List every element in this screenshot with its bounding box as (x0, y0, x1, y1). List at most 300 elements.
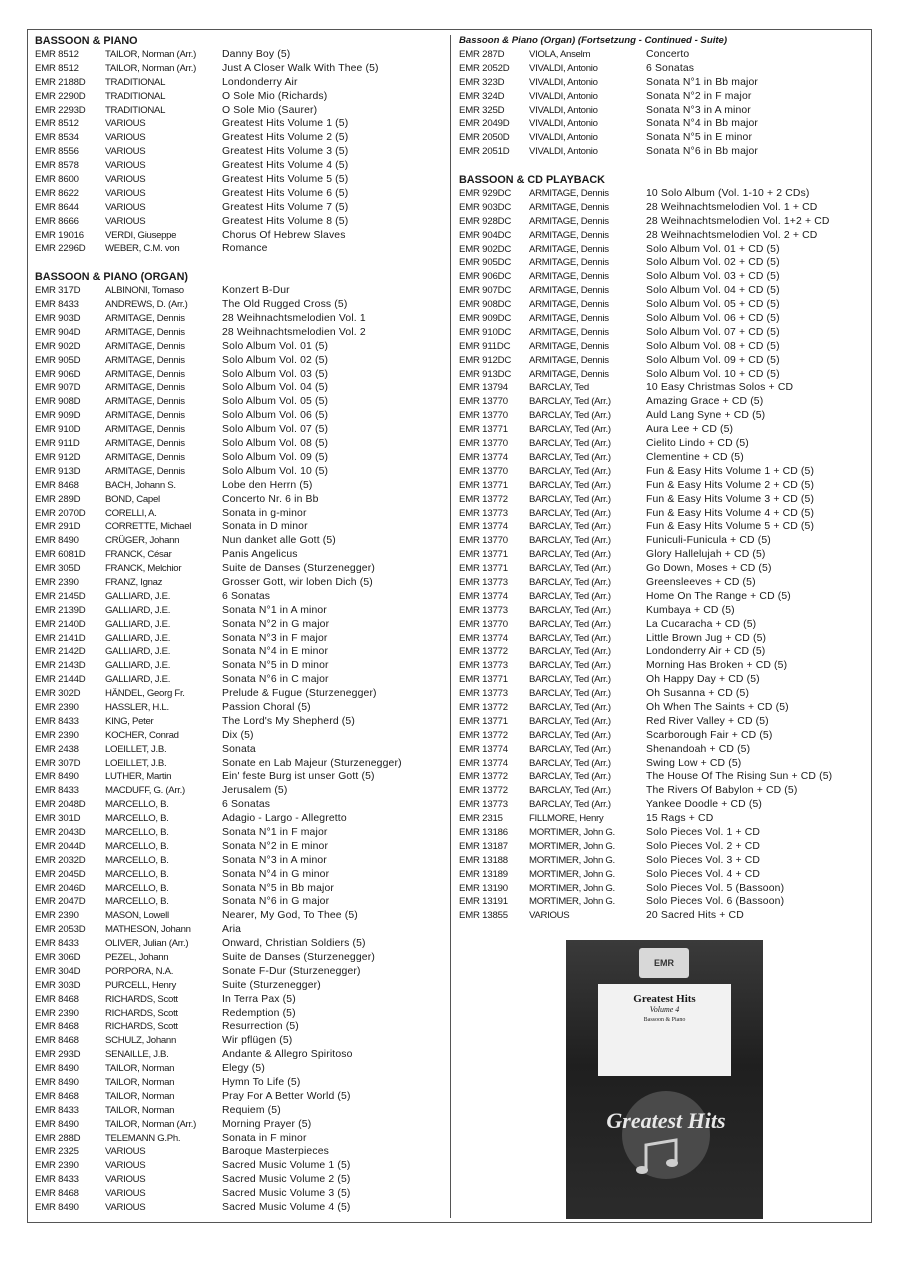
composer: MARCELLO, B. (105, 868, 169, 880)
catalog-number: EMR 8433 (35, 785, 79, 797)
cover-label-panel (598, 984, 731, 1076)
catalog-row (35, 534, 443, 548)
catalog-row (35, 159, 443, 173)
catalog-row (35, 520, 443, 534)
catalog-number: EMR 13771 (459, 563, 508, 575)
catalog-number: EMR 13771 (459, 479, 508, 491)
catalog-row (459, 632, 867, 646)
composer: ARMITAGE, Dennis (105, 438, 185, 450)
composer: BARCLAY, Ted (Arr.) (529, 785, 611, 797)
catalog-number: EMR 902D (35, 340, 81, 352)
work-title: Scarborough Fair + CD (5) (646, 729, 773, 741)
catalog-number: EMR 13771 (459, 715, 508, 727)
work-title: Solo Pieces Vol. 6 (Bassoon) (646, 896, 785, 908)
catalog-row (459, 868, 867, 882)
catalog-number: EMR 2188D (35, 76, 86, 88)
catalog-number: EMR 8468 (35, 1090, 79, 1102)
catalog-number: EMR 293D (35, 1049, 81, 1061)
work-title: Sonata N°5 in E minor (646, 132, 753, 144)
composer: WEBER, C.M. von (105, 243, 180, 255)
catalog-row (35, 757, 443, 771)
catalog-number: EMR 302D (35, 688, 81, 700)
catalog-number: EMR 905DC (459, 257, 512, 269)
work-title: Solo Album Vol. 10 (5) (222, 465, 329, 477)
catalog-number: EMR 2390 (35, 1007, 79, 1019)
catalog-row (459, 62, 867, 76)
composer: BARCLAY, Ted (Arr.) (529, 757, 611, 769)
work-title: Morning Has Broken + CD (5) (646, 660, 788, 672)
catalog-number: EMR 913D (35, 465, 81, 477)
composer: ARMITAGE, Dennis (529, 354, 609, 366)
composer: ALBINONI, Tomaso (105, 285, 184, 297)
catalog-row (459, 757, 867, 771)
catalog-row (459, 909, 867, 923)
work-title: Amazing Grace + CD (5) (646, 396, 764, 408)
catalog-number: EMR 2070D (35, 507, 86, 519)
composer: TAILOR, Norman (105, 1063, 175, 1075)
catalog-row (459, 215, 867, 229)
composer: BARCLAY, Ted (Arr.) (529, 410, 611, 422)
composer: SENAILLE, J.B. (105, 1049, 169, 1061)
catalog-number: EMR 2390 (35, 910, 79, 922)
composer: BARCLAY, Ted (Arr.) (529, 604, 611, 616)
catalog-row (459, 201, 867, 215)
work-title: Greatest Hits Volume 6 (5) (222, 187, 349, 199)
catalog-row (35, 882, 443, 896)
catalog-row (35, 1090, 443, 1104)
catalog-row (459, 409, 867, 423)
catalog-row (35, 1076, 443, 1090)
catalog-number: EMR 13770 (459, 438, 508, 450)
work-title: Greatest Hits Volume 2 (5) (222, 132, 349, 144)
composer: ARMITAGE, Dennis (529, 313, 609, 325)
work-title: Oh When The Saints + CD (5) (646, 701, 789, 713)
catalog-row (35, 90, 443, 104)
work-title: Auld Lang Syne + CD (5) (646, 410, 766, 422)
catalog-number: EMR 13189 (459, 868, 508, 880)
catalog-number: EMR 8433 (35, 1104, 79, 1116)
work-title: Sonata N°2 in E minor (222, 840, 329, 852)
composer: PEZEL, Johann (105, 952, 169, 963)
catalog-row (35, 381, 443, 395)
composer: VIVALDI, Antonio (529, 104, 598, 116)
catalog-row (459, 368, 867, 382)
catalog-number: EMR 13773 (459, 604, 508, 616)
work-title: Londonderry Air (222, 76, 298, 88)
catalog-number: EMR 291D (35, 521, 81, 533)
catalog-row (459, 381, 867, 395)
work-title: Sonata (222, 743, 256, 755)
work-title: Kumbaya + CD (5) (646, 604, 735, 616)
catalog-number: EMR 13855 (459, 910, 508, 922)
catalog-number: EMR 13774 (459, 632, 508, 644)
catalog-number: EMR 2390 (35, 576, 79, 588)
catalog-number: EMR 2044D (35, 840, 86, 852)
catalog-row (459, 479, 867, 493)
composer: ARMITAGE, Dennis (105, 326, 185, 338)
composer: ARMITAGE, Dennis (529, 257, 609, 269)
cover-image (566, 940, 763, 1219)
composer: ARMITAGE, Dennis (529, 340, 609, 352)
work-title: Cielito Lindo + CD (5) (646, 438, 749, 450)
catalog-number: EMR 13773 (459, 688, 508, 700)
catalog-row (35, 298, 443, 312)
work-title: Sonata in g-minor (222, 507, 307, 519)
composer: ARMITAGE, Dennis (105, 465, 185, 477)
catalog-number: EMR 8490 (35, 1077, 79, 1089)
composer: MORTIMER, John G. (529, 896, 615, 908)
composer: BARCLAY, Ted (Arr.) (529, 632, 611, 644)
catalog-number: EMR 13773 (459, 660, 508, 672)
catalog-number: EMR 13774 (459, 590, 508, 602)
work-title: Greatest Hits Volume 3 (5) (222, 146, 349, 158)
work-title: 6 Sonatas (222, 590, 271, 602)
catalog-row (35, 284, 443, 298)
catalog-row (35, 618, 443, 632)
catalog-row (459, 548, 867, 562)
catalog-number: EMR 2139D (35, 604, 86, 616)
composer: VARIOUS (105, 118, 146, 130)
catalog-row (459, 256, 867, 270)
work-title: Sacred Music Volume 2 (5) (222, 1174, 351, 1186)
catalog-row (459, 743, 867, 757)
work-title: Solo Album Vol. 03 + CD (5) (646, 271, 780, 283)
composer: BARCLAY, Ted (Arr.) (529, 493, 611, 505)
catalog-number: EMR 19016 (35, 229, 84, 241)
work-title: Konzert B-Dur (222, 285, 290, 297)
composer: ARMITAGE, Dennis (105, 451, 185, 463)
catalog-number: EMR 8433 (35, 715, 79, 727)
work-title: Nun danket alle Gott (5) (222, 535, 336, 547)
work-title: Fun & Easy Hits Volume 3 + CD (5) (646, 493, 815, 505)
composer: OLIVER, Julian (Arr.) (105, 938, 189, 950)
catalog-number: EMR 8468 (35, 1188, 79, 1200)
catalog-row (35, 242, 443, 256)
catalog-number: EMR 301D (35, 813, 81, 825)
composer: TAILOR, Norman (Arr.) (105, 49, 197, 60)
work-title: Solo Pieces Vol. 4 + CD (646, 868, 761, 880)
work-title: Solo Album Vol. 05 (5) (222, 396, 329, 408)
work-title: Panis Angelicus (222, 549, 298, 561)
catalog-number: EMR 911DC (459, 340, 511, 352)
composer: ARMITAGE, Dennis (529, 201, 609, 213)
composer: BARCLAY, Ted (Arr.) (529, 715, 611, 727)
catalog-number: EMR 906D (35, 368, 81, 380)
work-title: Sonata N°3 in F major (222, 632, 328, 644)
catalog-number: EMR 911D (35, 438, 80, 450)
catalog-number: EMR 13774 (459, 743, 508, 755)
work-title: Sonata N°2 in F major (646, 90, 752, 102)
catalog-row (35, 131, 443, 145)
catalog-number: EMR 13188 (459, 854, 508, 866)
work-title: Home On The Range + CD (5) (646, 590, 791, 602)
composer: TRADITIONAL (105, 76, 166, 88)
catalog-number: EMR 910D (35, 424, 81, 436)
work-title: Fun & Easy Hits Volume 1 + CD (5) (646, 465, 815, 477)
work-title: Solo Pieces Vol. 1 + CD (646, 826, 761, 838)
work-title: Sonata N°3 in A minor (646, 104, 751, 116)
catalog-number: EMR 8512 (35, 118, 79, 130)
work-title: Suite (Sturzenegger) (222, 979, 321, 991)
composer: BARCLAY, Ted (Arr.) (529, 688, 611, 700)
catalog-row (35, 854, 443, 868)
work-title: 10 Easy Christmas Solos + CD (646, 382, 794, 394)
catalog-number: EMR 8556 (35, 146, 79, 158)
catalog-number: EMR 928DC (459, 215, 512, 227)
catalog-row (459, 798, 867, 812)
catalog-number: EMR 8512 (35, 62, 79, 74)
catalog-number: EMR 2145D (35, 590, 86, 602)
catalog-row (35, 923, 443, 937)
catalog-number: EMR 8666 (35, 215, 79, 227)
composer: LUTHER, Martin (105, 771, 172, 783)
work-title: Sonata in F minor (222, 1132, 307, 1144)
catalog-number: EMR 2047D (35, 896, 86, 908)
catalog-row (459, 326, 867, 340)
catalog-number: EMR 8578 (35, 160, 79, 172)
work-title: Solo Album Vol. 06 + CD (5) (646, 313, 780, 325)
work-title: Solo Pieces Vol. 3 + CD (646, 854, 761, 866)
composer: BACH, Johann S. (105, 479, 176, 491)
composer: BARCLAY, Ted (Arr.) (529, 535, 611, 547)
catalog-row (35, 340, 443, 354)
catalog-row (35, 576, 443, 590)
work-title: Solo Album Vol. 07 (5) (222, 424, 329, 436)
catalog-row (35, 951, 443, 965)
catalog-number: EMR 8433 (35, 1174, 79, 1186)
composer: ARMITAGE, Dennis (529, 299, 609, 311)
catalog-number: EMR 8490 (35, 1118, 79, 1130)
catalog-row (35, 1132, 443, 1146)
composer: LOEILLET, J.B. (105, 757, 167, 769)
catalog-number: EMR 2293D (35, 104, 86, 116)
composer: ARMITAGE, Dennis (105, 382, 185, 394)
catalog-number: EMR 2053D (35, 924, 86, 936)
catalog-number: EMR 13772 (459, 701, 508, 713)
work-title: Oh Susanna + CD (5) (646, 688, 750, 700)
catalog-number: EMR 13774 (459, 521, 508, 533)
catalog-number: EMR 2045D (35, 868, 86, 880)
catalog-row (459, 90, 867, 104)
catalog-row (459, 784, 867, 798)
composer: ARMITAGE, Dennis (529, 271, 609, 283)
catalog-row (459, 48, 867, 62)
catalog-number: EMR 305D (35, 563, 81, 575)
work-title: Greatest Hits Volume 7 (5) (222, 201, 349, 213)
catalog-row (35, 187, 443, 201)
catalog-row (459, 229, 867, 243)
work-title: Londonderry Air + CD (5) (646, 646, 766, 658)
work-title: 20 Sacred Hits + CD (646, 910, 744, 922)
work-title: The Lord's My Shepherd (5) (222, 715, 355, 727)
work-title: Danny Boy (5) (222, 49, 291, 60)
work-title: Grosser Gott, wir loben Dich (5) (222, 576, 373, 588)
work-title: Glory Hallelujah + CD (5) (646, 549, 766, 561)
work-title: Sonata N°1 in A minor (222, 604, 327, 616)
catalog-row (35, 62, 443, 76)
catalog-row (35, 590, 443, 604)
catalog-row (35, 1118, 443, 1132)
catalog-row (459, 826, 867, 840)
catalog-row (459, 590, 867, 604)
work-title: 15 Rags + CD (646, 813, 714, 825)
catalog-number: EMR 13770 (459, 410, 508, 422)
composer: VARIOUS (105, 174, 146, 186)
catalog-row (35, 798, 443, 812)
catalog-number: EMR 910DC (459, 326, 512, 338)
catalog-number: EMR 2438 (35, 743, 79, 755)
work-title: Solo Album Vol. 07 + CD (5) (646, 326, 780, 338)
catalog-row (35, 465, 443, 479)
catalog-number: EMR 8622 (35, 187, 79, 199)
work-title: Sonata N°6 in Bb major (646, 146, 758, 158)
composer: BOND, Capel (105, 493, 160, 505)
catalog-number: EMR 317D (35, 285, 81, 297)
catalog-number: EMR 8433 (35, 938, 79, 950)
work-title: Solo Album Vol. 05 + CD (5) (646, 299, 780, 311)
work-title: Concerto Nr. 6 in Bb (222, 493, 319, 505)
catalog-number: EMR 304D (35, 965, 81, 977)
catalog-row (459, 770, 867, 784)
catalog-number: EMR 2144D (35, 674, 86, 686)
catalog-row (35, 104, 443, 118)
catalog-row (459, 284, 867, 298)
composer: RICHARDS, Scott (105, 1021, 178, 1033)
left-column (35, 34, 443, 1215)
catalog-row (459, 451, 867, 465)
catalog-number: EMR 6081D (35, 549, 86, 561)
catalog-number: EMR 903D (35, 313, 81, 325)
catalog-number: EMR 8468 (35, 479, 79, 491)
composer: MORTIMER, John G. (529, 826, 615, 838)
composer: PORPORA, N.A. (105, 965, 174, 977)
composer: BARCLAY, Ted (Arr.) (529, 549, 611, 561)
catalog-row (35, 395, 443, 409)
catalog-row (35, 409, 443, 423)
catalog-row (459, 437, 867, 451)
work-title: Solo Album Vol. 09 + CD (5) (646, 354, 780, 366)
work-title: Solo Album Vol. 03 (5) (222, 368, 329, 380)
catalog-number: EMR 13187 (459, 840, 508, 852)
catalog-number: EMR 904D (35, 326, 81, 338)
work-title: Fun & Easy Hits Volume 4 + CD (5) (646, 507, 815, 519)
catalog-row (35, 659, 443, 673)
work-title: Sonata N°5 in Bb major (222, 882, 334, 894)
work-title: Solo Album Vol. 02 (5) (222, 354, 329, 366)
catalog-number: EMR 8490 (35, 1063, 79, 1075)
composer: VARIOUS (105, 132, 146, 144)
catalog-row (35, 548, 443, 562)
work-title: Clementine + CD (5) (646, 451, 744, 463)
work-title: Redemption (5) (222, 1007, 296, 1019)
cover-script-title: Greatest Hits (606, 1108, 726, 1133)
composer: FRANZ, Ignaz (105, 576, 163, 588)
catalog-row (459, 104, 867, 118)
cover-logo: EMR (639, 948, 689, 978)
composer: ARMITAGE, Dennis (529, 326, 609, 338)
work-title: Sacred Music Volume 4 (5) (222, 1202, 351, 1214)
work-title: The Old Rugged Cross (5) (222, 299, 348, 311)
cover-instrument: Bassoon & Piano (643, 1017, 686, 1023)
work-title: Greatest Hits Volume 4 (5) (222, 160, 349, 172)
composer: ARMITAGE, Dennis (529, 215, 609, 227)
composer: BARCLAY, Ted (529, 382, 589, 394)
composer: BARCLAY, Ted (Arr.) (529, 618, 611, 630)
work-title: Sonata N°1 in F major (222, 826, 328, 838)
catalog-number: EMR 2043D (35, 826, 86, 838)
catalog-number: EMR 13771 (459, 674, 508, 686)
catalog-row (459, 507, 867, 521)
work-title: Sacred Music Volume 3 (5) (222, 1188, 351, 1200)
composer: BARCLAY, Ted (Arr.) (529, 507, 611, 519)
composer: ARMITAGE, Dennis (529, 188, 609, 200)
work-title: Greatest Hits Volume 8 (5) (222, 215, 349, 227)
work-title: Solo Album Vol. 04 (5) (222, 382, 329, 394)
work-title: Romance (222, 243, 268, 255)
work-title: Concerto (646, 49, 690, 60)
catalog-number: EMR 289D (35, 493, 81, 505)
work-title: Resurrection (5) (222, 1021, 299, 1033)
composer: FILLMORE, Henry (529, 813, 604, 825)
work-title: O Sole Mio (Richards) (222, 90, 328, 102)
catalog-number: EMR 2325 (35, 1146, 79, 1158)
catalog-number: EMR 903DC (459, 201, 512, 213)
work-title: Solo Pieces Vol. 2 + CD (646, 840, 761, 852)
section-title: BASSOON & PIANO (ORGAN) (35, 271, 188, 284)
composer: BARCLAY, Ted (Arr.) (529, 701, 611, 713)
composer: ANDREWS, D. (Arr.) (105, 299, 188, 311)
catalog-number: EMR 913DC (459, 368, 512, 380)
catalog-row (35, 354, 443, 368)
catalog-row (459, 493, 867, 507)
catalog-number: EMR 8433 (35, 299, 79, 311)
composer: ARMITAGE, Dennis (529, 285, 609, 297)
catalog-row (459, 659, 867, 673)
catalog-number: EMR 8600 (35, 174, 79, 186)
catalog-row (35, 1145, 443, 1159)
catalog-number: EMR 2051D (459, 146, 510, 158)
catalog-row (35, 979, 443, 993)
catalog-number: EMR 13771 (459, 549, 508, 561)
catalog-number: EMR 2049D (459, 118, 510, 130)
catalog-number: EMR 2390 (35, 1160, 79, 1172)
composer: RICHARDS, Scott (105, 1007, 178, 1019)
catalog-row (35, 868, 443, 882)
composer: TELEMANN G.Ph. (105, 1132, 181, 1144)
catalog-row (459, 340, 867, 354)
catalog-row (459, 645, 867, 659)
catalog-row (35, 1007, 443, 1021)
work-title: Sonata N°4 in E minor (222, 646, 329, 658)
work-title: Solo Album Vol. 01 (5) (222, 340, 329, 352)
composer: MARCELLO, B. (105, 826, 169, 838)
catalog-number: EMR 8644 (35, 201, 79, 213)
work-title: Aria (222, 924, 242, 936)
catalog-number: EMR 13772 (459, 493, 508, 505)
work-title: Sonata N°2 in G major (222, 618, 330, 630)
composer: MARCELLO, B. (105, 813, 169, 825)
composer: VARIOUS (105, 215, 146, 227)
catalog-row (459, 673, 867, 687)
work-title: Oh Happy Day + CD (5) (646, 674, 760, 686)
catalog-number: EMR 13770 (459, 465, 508, 477)
work-title: O Sole Mio (Saurer) (222, 104, 318, 116)
composer: ARMITAGE, Dennis (105, 424, 185, 436)
catalog-row (459, 520, 867, 534)
composer: VERDI, Giuseppe (105, 229, 177, 241)
catalog-row (35, 1104, 443, 1118)
catalog-number: EMR 2140D (35, 618, 86, 630)
